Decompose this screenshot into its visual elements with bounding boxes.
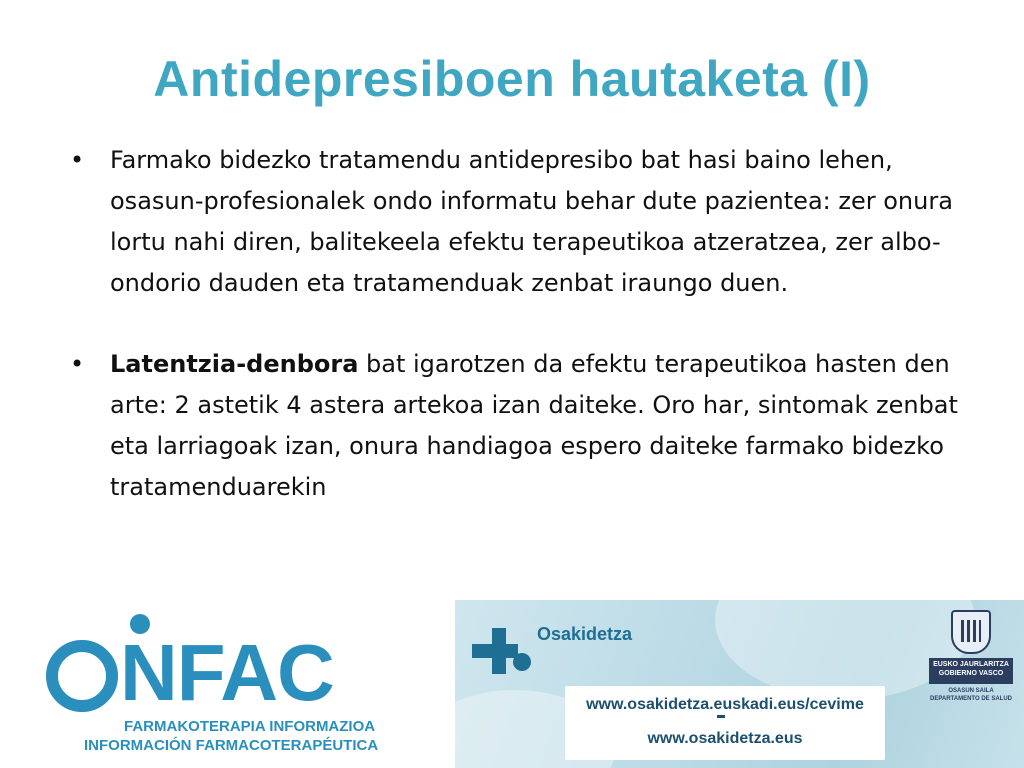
logo-subtitle-eu: FARMAKOTERAPIA INFORMAZIOA <box>124 718 376 735</box>
slide-title: Antidepresiboen hautaketa (I) <box>153 51 871 107</box>
government-name-es: GOBIERNO VASCO <box>938 670 1004 677</box>
osakidetza-banner <box>455 600 1024 768</box>
government-name-eu: EUSKO JAURLARITZA <box>933 661 1009 668</box>
url-box <box>565 686 885 760</box>
logo-wordmark: NFAC <box>120 628 334 717</box>
bullet-bold-term: Latentzia-denbora <box>110 350 359 378</box>
department-name-eu: OSASUN SAILA <box>948 688 994 694</box>
bullet-marker: • <box>70 146 85 174</box>
bullet-marker: • <box>70 350 85 378</box>
bullet-list <box>70 140 990 508</box>
infac-logo <box>40 612 380 762</box>
bullet-item-latency <box>70 344 990 508</box>
url-separator <box>717 715 725 718</box>
logo-i-ring-icon <box>46 640 118 712</box>
bullet-text: Farmako bidezko tratamendu antidepresibo bat hasi baino lehen, osasun-profesionalek ondo informatu behar dute pazientea: zer onura lortu nahi diren, balitekeela efektu terapeutikoa atzeratzea, zer albo-ondorio dauden eta tratamenduak zenbat iraungo duen. <box>110 146 953 297</box>
osakidetza-cross-icon <box>470 622 540 692</box>
bullet-item-treatment-info <box>70 140 990 304</box>
department-name-es: DEPARTAMENTO DE SALUD <box>929 696 1012 702</box>
osakidetza-label: Osakidetza <box>537 624 633 644</box>
osakidetza-link[interactable]: www.osakidetza.eus <box>647 730 803 747</box>
cevime-link[interactable]: www.osakidetza.euskadi.eus/cevime <box>586 696 864 713</box>
bullet-text: bat igarotzen da efektu terapeutikoa hasten den arte: 2 astetik 4 astera artekoa izan daiteke. Oro har, sintomak zenbat eta larriagoak izan, onura handiagoa espero daiteke farmako bidezko tratamenduarekin <box>110 350 958 501</box>
logo-subtitle-es: INFORMACIÓN FARMACOTERAPÉUTICA <box>84 737 379 754</box>
government-name-box <box>929 658 1013 684</box>
coat-of-arms-icon <box>951 610 991 654</box>
basque-government-logo <box>925 608 1017 728</box>
coat-of-arms-detail <box>961 620 981 642</box>
